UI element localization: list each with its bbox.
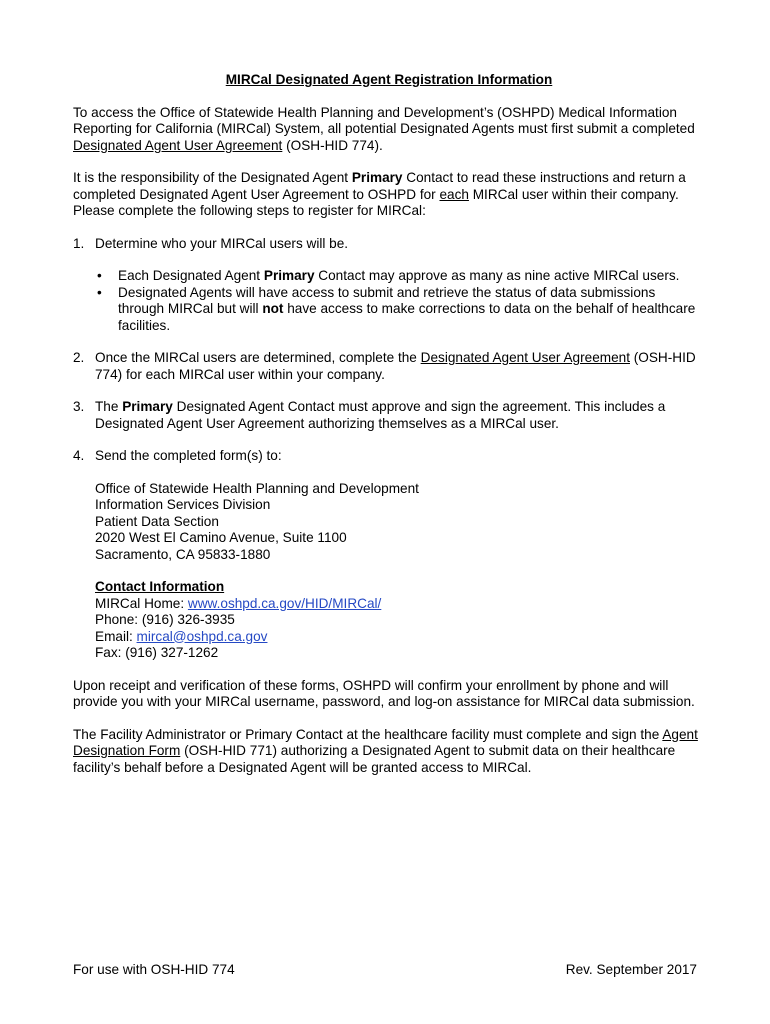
step-number: 4. (73, 448, 85, 463)
bullet-icon: • (97, 268, 102, 283)
intro-paragraph: To access the Office of Statewide Health Planning and Development’s (OSHPD) Medical Information Reporting for California (MIRCal) System, all potential Designated Agents must first submit a completed Designated Agent User Agreement (OSH-HID 774). (73, 104, 695, 153)
step-number: 3. (73, 399, 85, 414)
page-footer (73, 962, 697, 979)
bullet-icon: • (97, 284, 102, 300)
step-4 (73, 448, 705, 662)
document-page (73, 72, 705, 792)
user-agreement-reference: Designated Agent User Agreement (73, 137, 283, 153)
contact-email: Email: mircal@oshpd.ca.gov (95, 628, 268, 644)
page-title: MIRCal Designated Agent Registration Information (225, 72, 553, 87)
step-2: 2. Once the MIRCal users are determined, complete the Designated Agent User Agreement (OSH-HID 774) for each MIRCal user within your company. (73, 350, 696, 382)
facility-paragraph: The Facility Administrator or Primary Contact at the healthcare facility must complete and sign the Agent Designation Form (OSH-HID 771) authorizing a Designated Agent to submit data on their healthcare facility’s behalf before a Designated Agent will be granted access to MIRCal. (73, 726, 698, 775)
steps-list (73, 236, 705, 662)
agent-designation-form-reference: Agent Designation Form (73, 726, 698, 758)
contact-heading: Contact Information (95, 579, 225, 594)
footer-revision: Rev. September 2017 (565, 962, 697, 977)
contact-fax: Fax: (916) 327-1262 (95, 645, 219, 660)
address-line: Patient Data Section (95, 513, 219, 529)
email-link[interactable]: mircal@oshpd.ca.gov (136, 628, 268, 644)
step-1 (73, 236, 705, 335)
address-line: Sacramento, CA 95833-1880 (95, 546, 271, 562)
step-number: 1. (73, 235, 85, 251)
footer-form-reference: For use with OSH-HID 774 (73, 962, 235, 977)
step-text: Send the completed form(s) to: (95, 448, 282, 463)
bullet-item: • Each Designated Agent Primary Contact may approve as many as nine active MIRCal users. (97, 268, 680, 283)
mircal-home-link[interactable]: www.oshpd.ca.gov/HID/MIRCal/ (187, 595, 382, 611)
step-1-bullets (95, 268, 705, 334)
address-line: Office of Statewide Health Planning and Development (95, 480, 419, 496)
contact-information (95, 579, 705, 662)
bullet-item: • Designated Agents will have access to submit and retrieve the status of data submissions through MIRCal but will not have access to make corrections to data on the behalf of healthcare facilities. (97, 284, 696, 333)
step-number: 2. (73, 350, 85, 365)
contact-home: MIRCal Home: www.oshpd.ca.gov/HID/MIRCal/ (95, 595, 382, 611)
receipt-paragraph: Upon receipt and verification of these forms, OSHPD will confirm your enrollment by phone and will provide you with your MIRCal username, password, and log-on assistance for MIRCal data submission. (73, 677, 695, 709)
step-3: 3. The Primary Designated Agent Contact must approve and sign the agreement. This includes a Designated Agent User Agreement authorizing themselves as a MIRCal user. (73, 399, 666, 431)
step-text: Determine who your MIRCal users will be. (95, 235, 349, 251)
address-line: 2020 West El Camino Avenue, Suite 1100 (95, 530, 347, 545)
mailing-address (95, 481, 705, 564)
responsibility-paragraph: It is the responsibility of the Designated Agent Primary Contact to read these instructions and return a completed Designated Agent User Agreement to OSHPD for each MIRCal user within their company. Please complete the following steps to register for MIRCal: (73, 170, 686, 218)
contact-phone: Phone: (916) 326-3935 (95, 612, 235, 627)
address-line: Information Services Division (95, 497, 271, 512)
user-agreement-reference: Designated Agent User Agreement (420, 350, 630, 365)
